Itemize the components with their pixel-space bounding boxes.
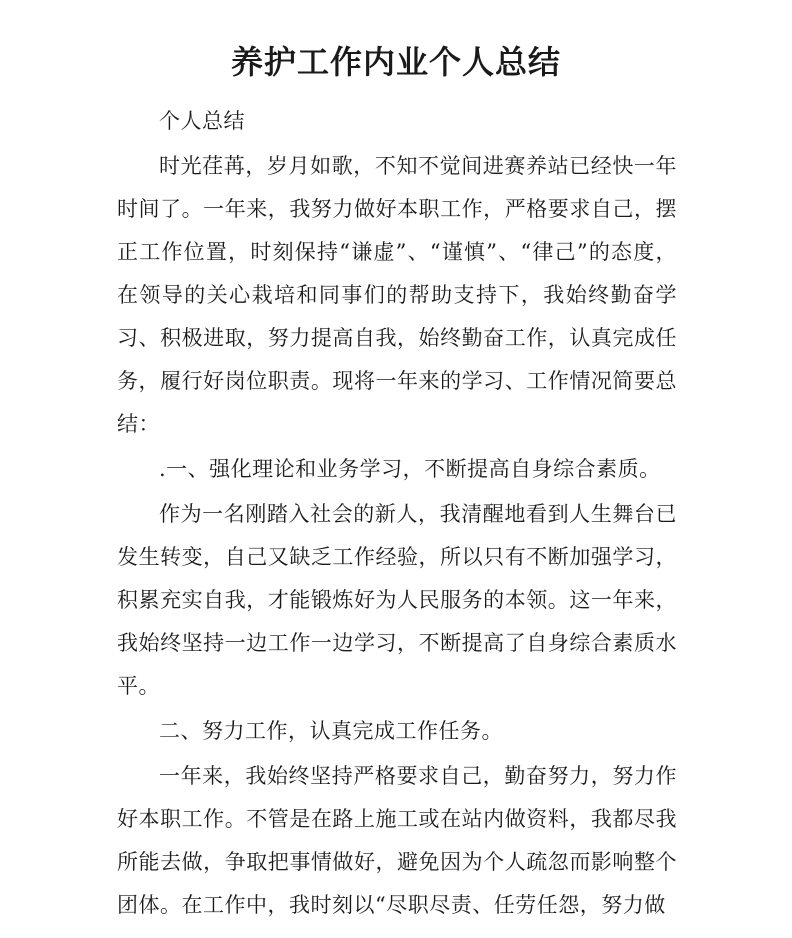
section-heading-work: 二、努力工作，认真完成工作任务。 bbox=[159, 719, 503, 743]
paragraph-heading-personal-summary: 个人总结 bbox=[159, 109, 245, 133]
section-heading-study: .一、强化理论和业务学习，不断提高自身综合素质。 bbox=[159, 457, 661, 481]
document-title: 养护工作内业个人总结 bbox=[230, 43, 561, 81]
paragraph-intro: 时光荏苒，岁月如歌，不知不觉间进赛养站已经快一年时间了。一年来，我努力做好本职工作，严格要求自己，摆正工作位置，时刻保持“谦虚”、“谨慎”、“律己”的态度，在领导的关心栽培和同事们的帮助支持下，我始终勤奋学习、积极进取，努力提高自我，始终勤奋工作，认真完成任务，履行好岗位职责。现将一年来的学习、工作情况简要总结： bbox=[117, 154, 677, 436]
paragraph-study: 作为一名刚踏入社会的新人，我清醒地看到人生舞台已发生转变，自己又缺乏工作经验，所以只有不断加强学习，积累充实自我，才能锻炼好为人民服务的本领。这一年来，我始终坚持一边工作一边学习，不断提高了自身综合素质水平。 bbox=[117, 502, 677, 698]
paragraph-work: 一年来，我始终坚持严格要求自己，勤奋努力，努力作好本职工作。不管是在路上施工或在站内做资料，我都尽我所能去做，争取把事情做好，避免因为个人疏忽而影响整个团体。在工作中，我时刻以“尽职尽责、任劳任怨，努力做 bbox=[117, 764, 677, 917]
document-body bbox=[117, 100, 677, 927]
